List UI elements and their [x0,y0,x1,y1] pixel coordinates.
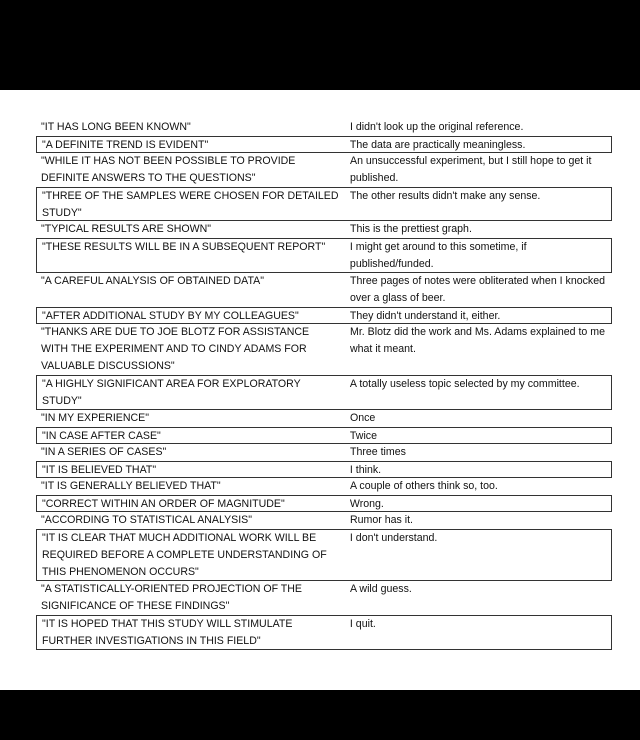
table-row [36,375,612,410]
jargon-table [36,119,612,650]
meaning-cell: I might get around to this sometime, if published/funded. [349,241,527,270]
phrase-cell: "A HIGHLY SIGNIFICANT AREA FOR EXPLORATORY STUDY" [42,378,301,407]
table-row [36,512,612,529]
meaning-cell: Twice [349,430,378,442]
meaning-cell: This is the prettiest graph. [350,223,472,235]
table-row [36,119,612,136]
table-row [36,136,612,153]
meaning-cell: They didn't understand it, either. [349,310,501,322]
meaning-cell: Three times [350,446,406,458]
table-row [36,615,612,650]
phrase-cell: "A DEFINITE TREND IS EVIDENT" [42,139,209,151]
meaning-cell: Three pages of notes were obliterated when I knocked over a glass of beer. [350,275,605,304]
table-row [36,495,612,512]
table-row [36,238,612,273]
document-page [0,90,640,690]
phrase-cell: "CORRECT WITHIN AN ORDER OF MAGNITUDE" [42,498,285,510]
phrase-cell: "IT IS GENERALLY BELIEVED THAT" [41,480,221,492]
table-row [36,478,612,495]
phrase-cell: "IT IS CLEAR THAT MUCH ADDITIONAL WORK WILL BE REQUIRED BEFORE A COMPLETE UNDERSTANDING OF THIS PHENOMENON OCCURS" [42,532,327,578]
table-row [36,307,612,324]
meaning-cell: Wrong. [349,498,384,510]
table-row [36,410,612,427]
meaning-cell: Mr. Blotz did the work and Ms. Adams explained to me what it meant. [350,326,605,355]
meaning-cell: Rumor has it. [350,514,413,526]
phrase-cell: "IN CASE AFTER CASE" [42,430,161,442]
meaning-cell: A totally useless topic selected by my committee. [349,378,580,390]
table-row [36,153,612,187]
table-row [36,529,612,581]
phrase-cell: "IT HAS LONG BEEN KNOWN" [41,121,191,133]
phrase-cell: "THANKS ARE DUE TO JOE BLOTZ FOR ASSISTANCE WITH THE EXPERIMENT AND TO CINDY ADAMS FOR VALUABLE DISCUSSIONS" [41,326,310,372]
phrase-cell: "IT IS HOPED THAT THIS STUDY WILL STIMULATE FURTHER INVESTIGATIONS IN THIS FIELD" [42,618,293,647]
phrase-cell: "AFTER ADDITIONAL STUDY BY MY COLLEAGUES" [42,310,299,322]
meaning-cell: The other results didn't make any sense. [349,190,541,202]
table-row [36,461,612,478]
phrase-cell: "IN MY EXPERIENCE" [41,412,149,424]
phrase-cell: "A STATISTICALLY-ORIENTED PROJECTION OF THE SIGNIFICANCE OF THESE FINDINGS" [41,583,302,612]
meaning-cell: An unsuccessful experiment, but I still hope to get it published. [350,155,592,184]
table-row [36,187,612,221]
meaning-cell: I quit. [349,618,376,630]
table-row [36,427,612,444]
phrase-cell: "THREE OF THE SAMPLES WERE CHOSEN FOR DETAILED STUDY" [42,190,339,219]
table-row [36,273,612,307]
phrase-cell: "IT IS BELIEVED THAT" [42,464,157,476]
meaning-cell: I didn't look up the original reference. [350,121,524,133]
meaning-cell: I don't understand. [349,532,438,544]
table-row [36,221,612,238]
phrase-cell: "ACCORDING TO STATISTICAL ANALYSIS" [41,514,253,526]
phrase-cell: "IN A SERIES OF CASES" [41,446,167,458]
table-row [36,581,612,615]
meaning-cell: A couple of others think so, too. [350,480,498,492]
phrase-cell: "A CAREFUL ANALYSIS OF OBTAINED DATA" [41,275,264,287]
meaning-cell: Once [350,412,376,424]
table-row [36,444,612,461]
phrase-cell: "THESE RESULTS WILL BE IN A SUBSEQUENT REPORT" [42,241,326,253]
meaning-cell: A wild guess. [350,583,412,595]
phrase-cell: "WHILE IT HAS NOT BEEN POSSIBLE TO PROVIDE DEFINITE ANSWERS TO THE QUESTIONS" [41,155,296,184]
phrase-cell: "TYPICAL RESULTS ARE SHOWN" [41,223,211,235]
table-row [36,324,612,375]
meaning-cell: The data are practically meaningless. [349,139,526,151]
meaning-cell: I think. [349,464,382,476]
